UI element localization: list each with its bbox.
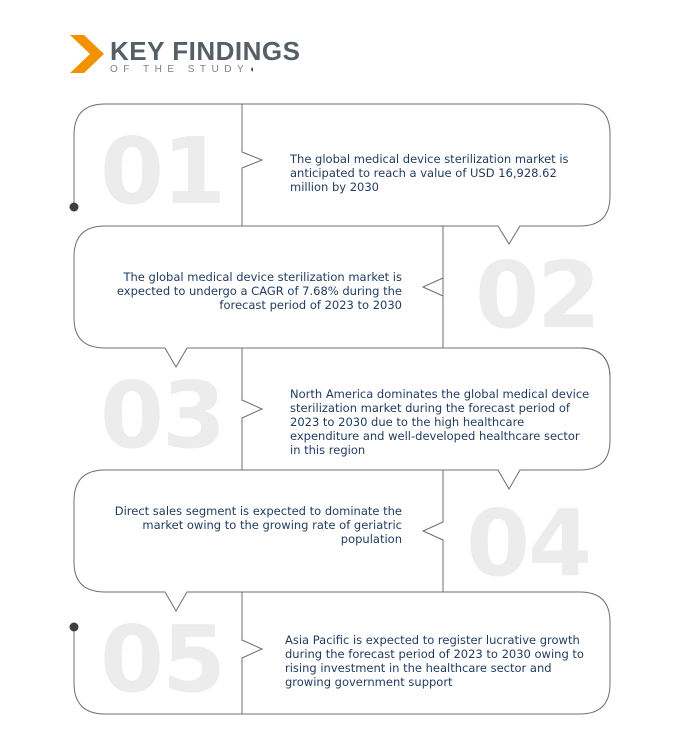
finding-number-1: 01 xyxy=(100,118,225,225)
finding-text-5: Asia Pacific is expected to register lucrative growth during the forecast period of 2023 to 2030 owing to rising investment in the healthcare sector and growing government support xyxy=(285,633,584,689)
timeline-dot-bottom xyxy=(70,623,79,632)
finding-text-2: The global medical device sterilization market is expected to undergo a CAGR of 7.68% during the forecast period of 2023 to 2030 xyxy=(116,270,402,312)
timeline-dot-top xyxy=(70,203,79,212)
finding-number-4: 04 xyxy=(466,490,591,597)
crescent-icon: ◖ xyxy=(249,64,255,74)
finding-number-5: 05 xyxy=(100,606,225,713)
page-subtitle: OF THE STUDY◖ xyxy=(110,64,255,75)
page-title: KEY FINDINGS xyxy=(110,36,301,66)
finding-text-3: North America dominates the global medical device sterilization market during the forecast period of 2023 to 2030 due to the high healthcare expenditure and well-developed healthcare sector in this region xyxy=(290,387,590,457)
finding-number-2: 02 xyxy=(475,242,600,349)
finding-text-4: Direct sales segment is expected to dominate the market owing to the growing rate of geriatric population xyxy=(114,504,402,546)
finding-number-3: 03 xyxy=(100,362,225,469)
finding-text-1: The global medical device sterilization market is anticipated to reach a value of USD 16,928.62 million by 2030 xyxy=(290,152,569,194)
